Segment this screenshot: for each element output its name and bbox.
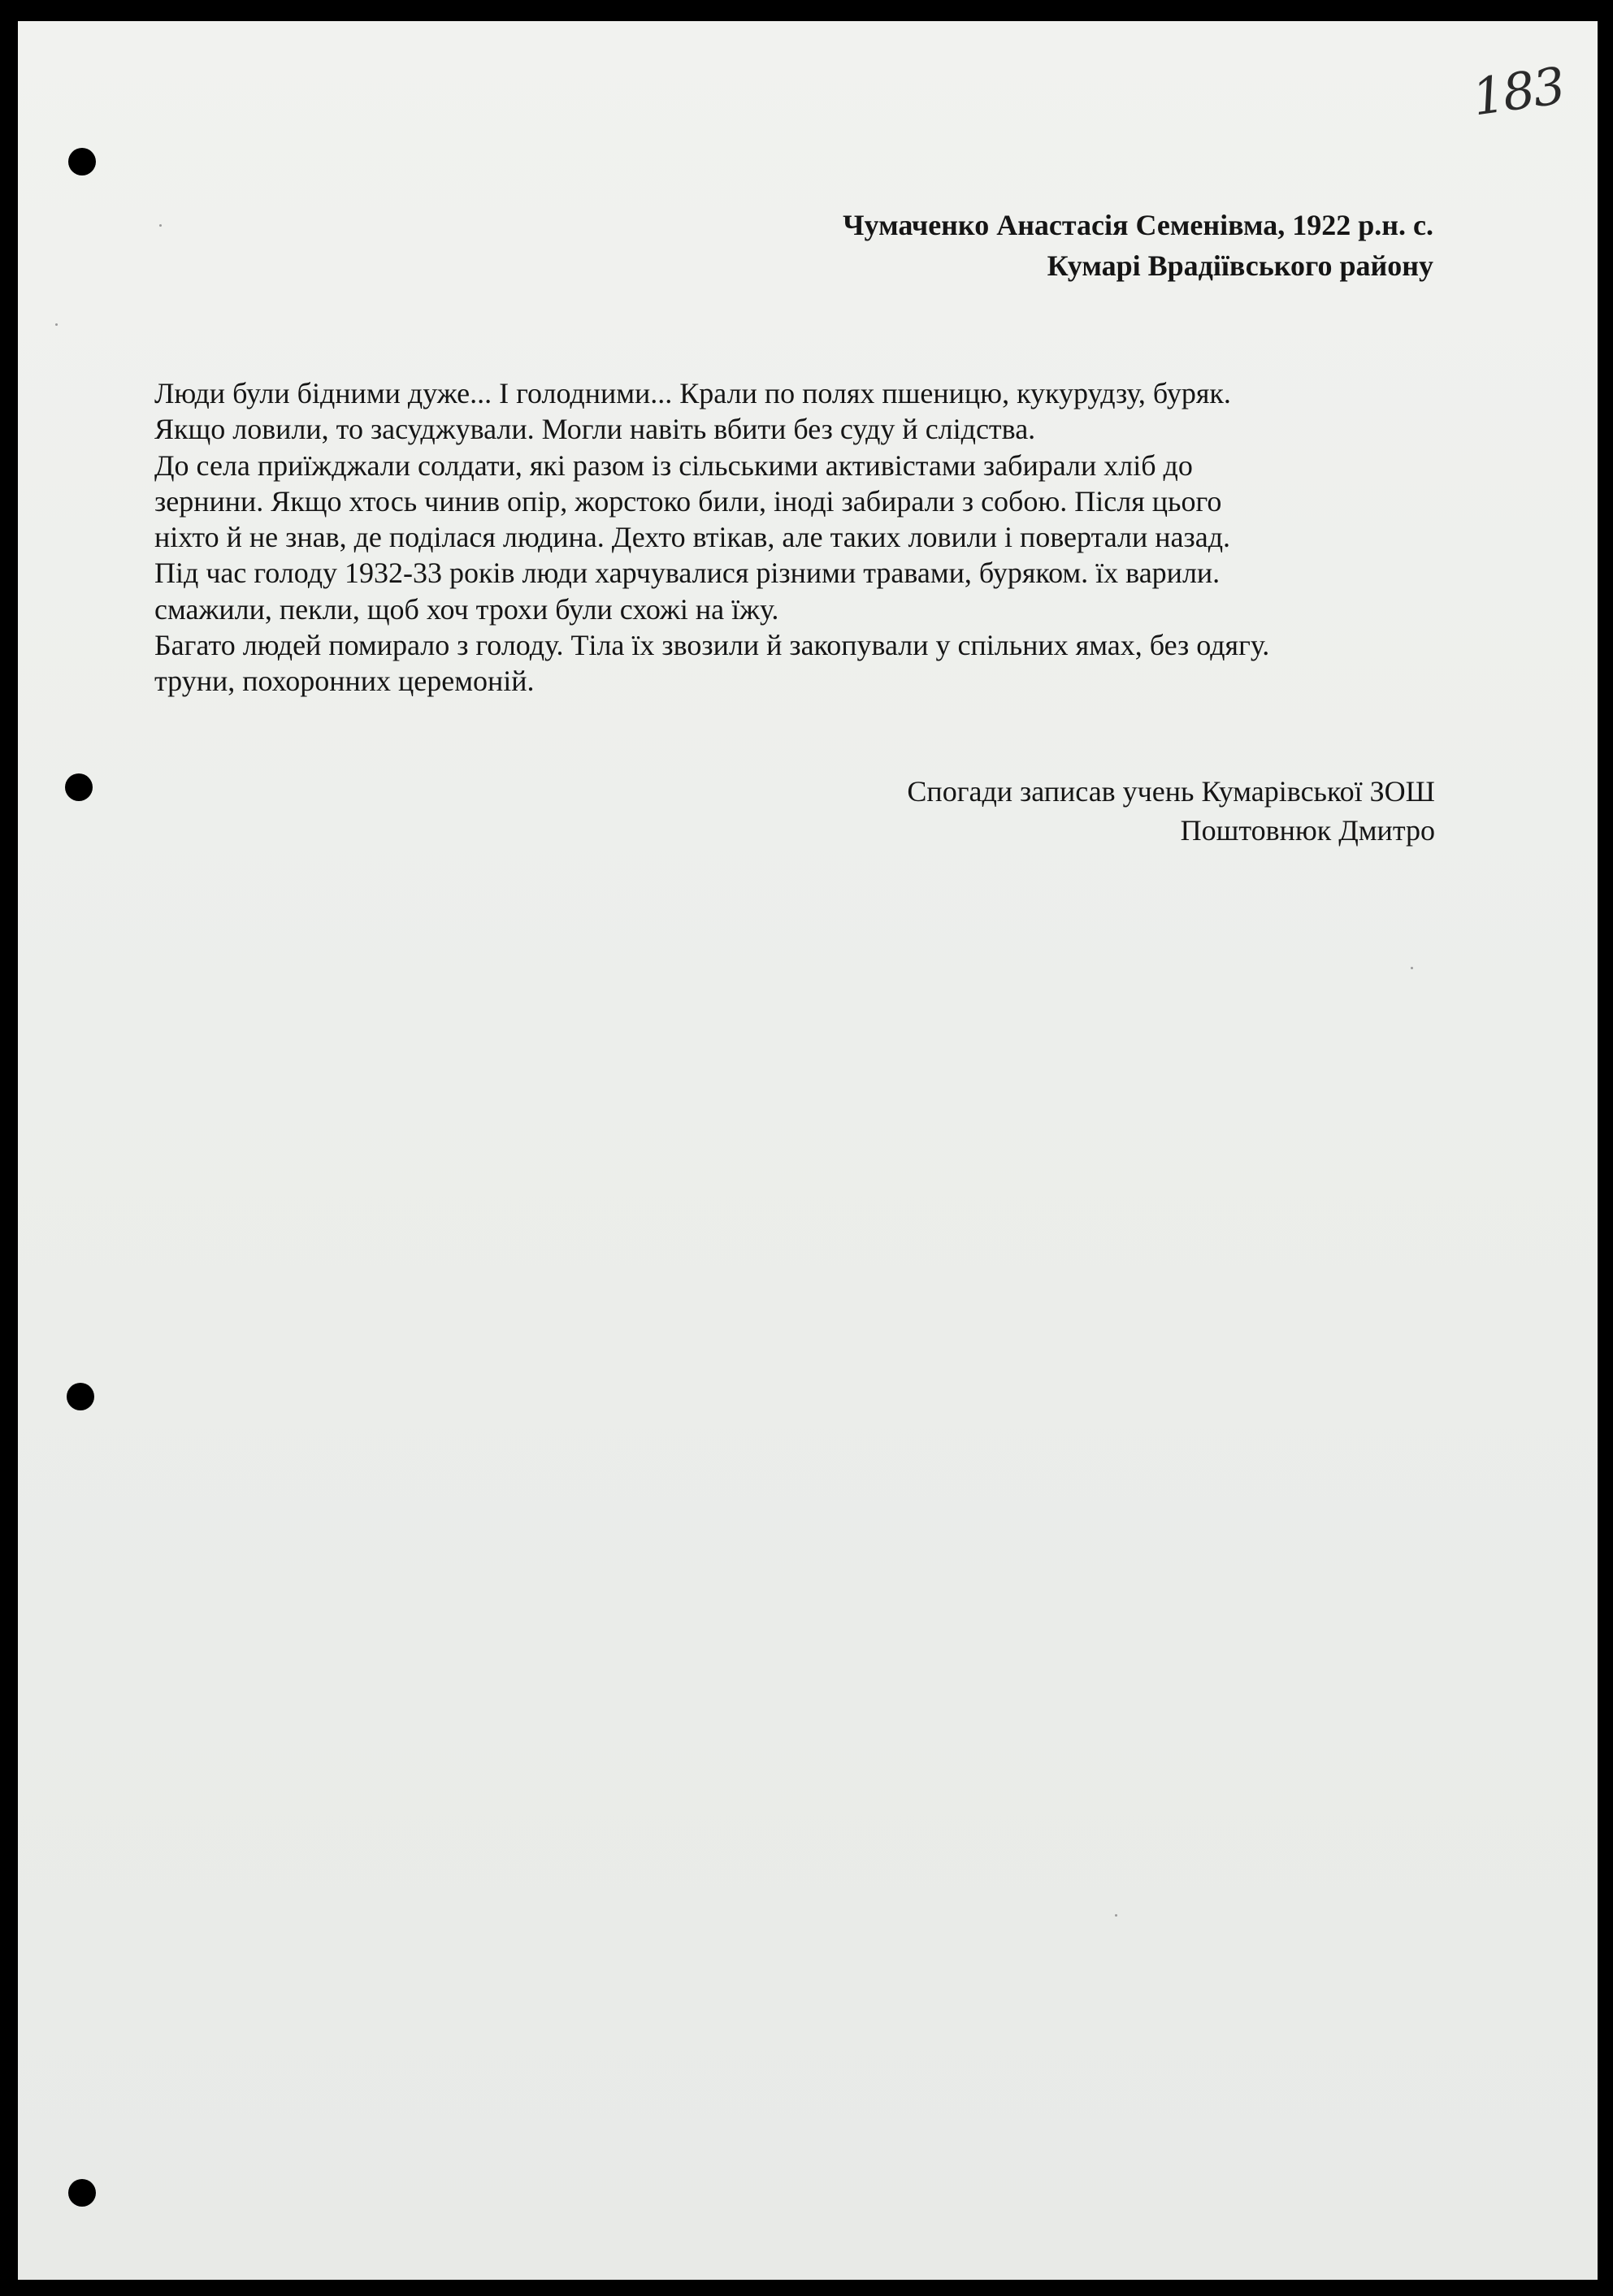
recorder-signature: [907, 772, 1435, 850]
body-line: труни, похоронних церемоній.: [154, 665, 535, 698]
paper-speck: [159, 224, 162, 227]
body-line: ніхто й не знав, де поділася людина. Дехто втікав, але таких ловили і повертали назад.: [154, 521, 1231, 554]
punch-hole: [65, 773, 93, 801]
signature-line: Спогади записав учень Кумарівської ЗОШ: [907, 775, 1435, 808]
paper-speck: [55, 323, 58, 326]
punch-hole: [68, 2179, 96, 2207]
body-line: зернини. Якщо хтось чинив опір, жорстоко били, іноді забирали з собою. Після цього: [154, 484, 1222, 518]
punch-hole: [67, 1383, 94, 1410]
header-line: Кумарі Врадіївського району: [1047, 249, 1433, 282]
body-line: Якщо ловили, то засуджували. Могли навіть вбити без суду й слідства.: [154, 413, 1036, 446]
punch-hole: [68, 148, 96, 175]
document-header: [843, 205, 1433, 286]
body-line: Під час голоду 1932-33 років люди харчувалися різними травами, буряком. їх варили.: [154, 557, 1221, 590]
body-line: До села приїжджали солдати, які разом із сільськими активістами забирали хліб до: [154, 448, 1193, 482]
paper-speck: [1115, 1914, 1117, 1917]
paper-speck: [1411, 967, 1413, 969]
signature-line: Поштовнюк Дмитро: [1180, 814, 1435, 847]
testimony-text: [154, 375, 1471, 700]
body-line: Багато людей помирало з голоду. Тіла їх звозили й закопували у спільних ямах, без одягу.: [154, 629, 1270, 662]
paper-sheet: [18, 21, 1598, 2280]
body-line: смажили, пекли, щоб хоч трохи були схожі на їжу.: [154, 592, 779, 626]
body-line: Люди були бідними дуже... І голодними... Крали по полях пшеницю, кукурудзу, буряк.: [154, 377, 1231, 409]
handwritten-page-number: 183: [1468, 55, 1567, 128]
header-line: Чумаченко Анастасія Семенівма, 1922 р.н. с.: [843, 209, 1433, 241]
